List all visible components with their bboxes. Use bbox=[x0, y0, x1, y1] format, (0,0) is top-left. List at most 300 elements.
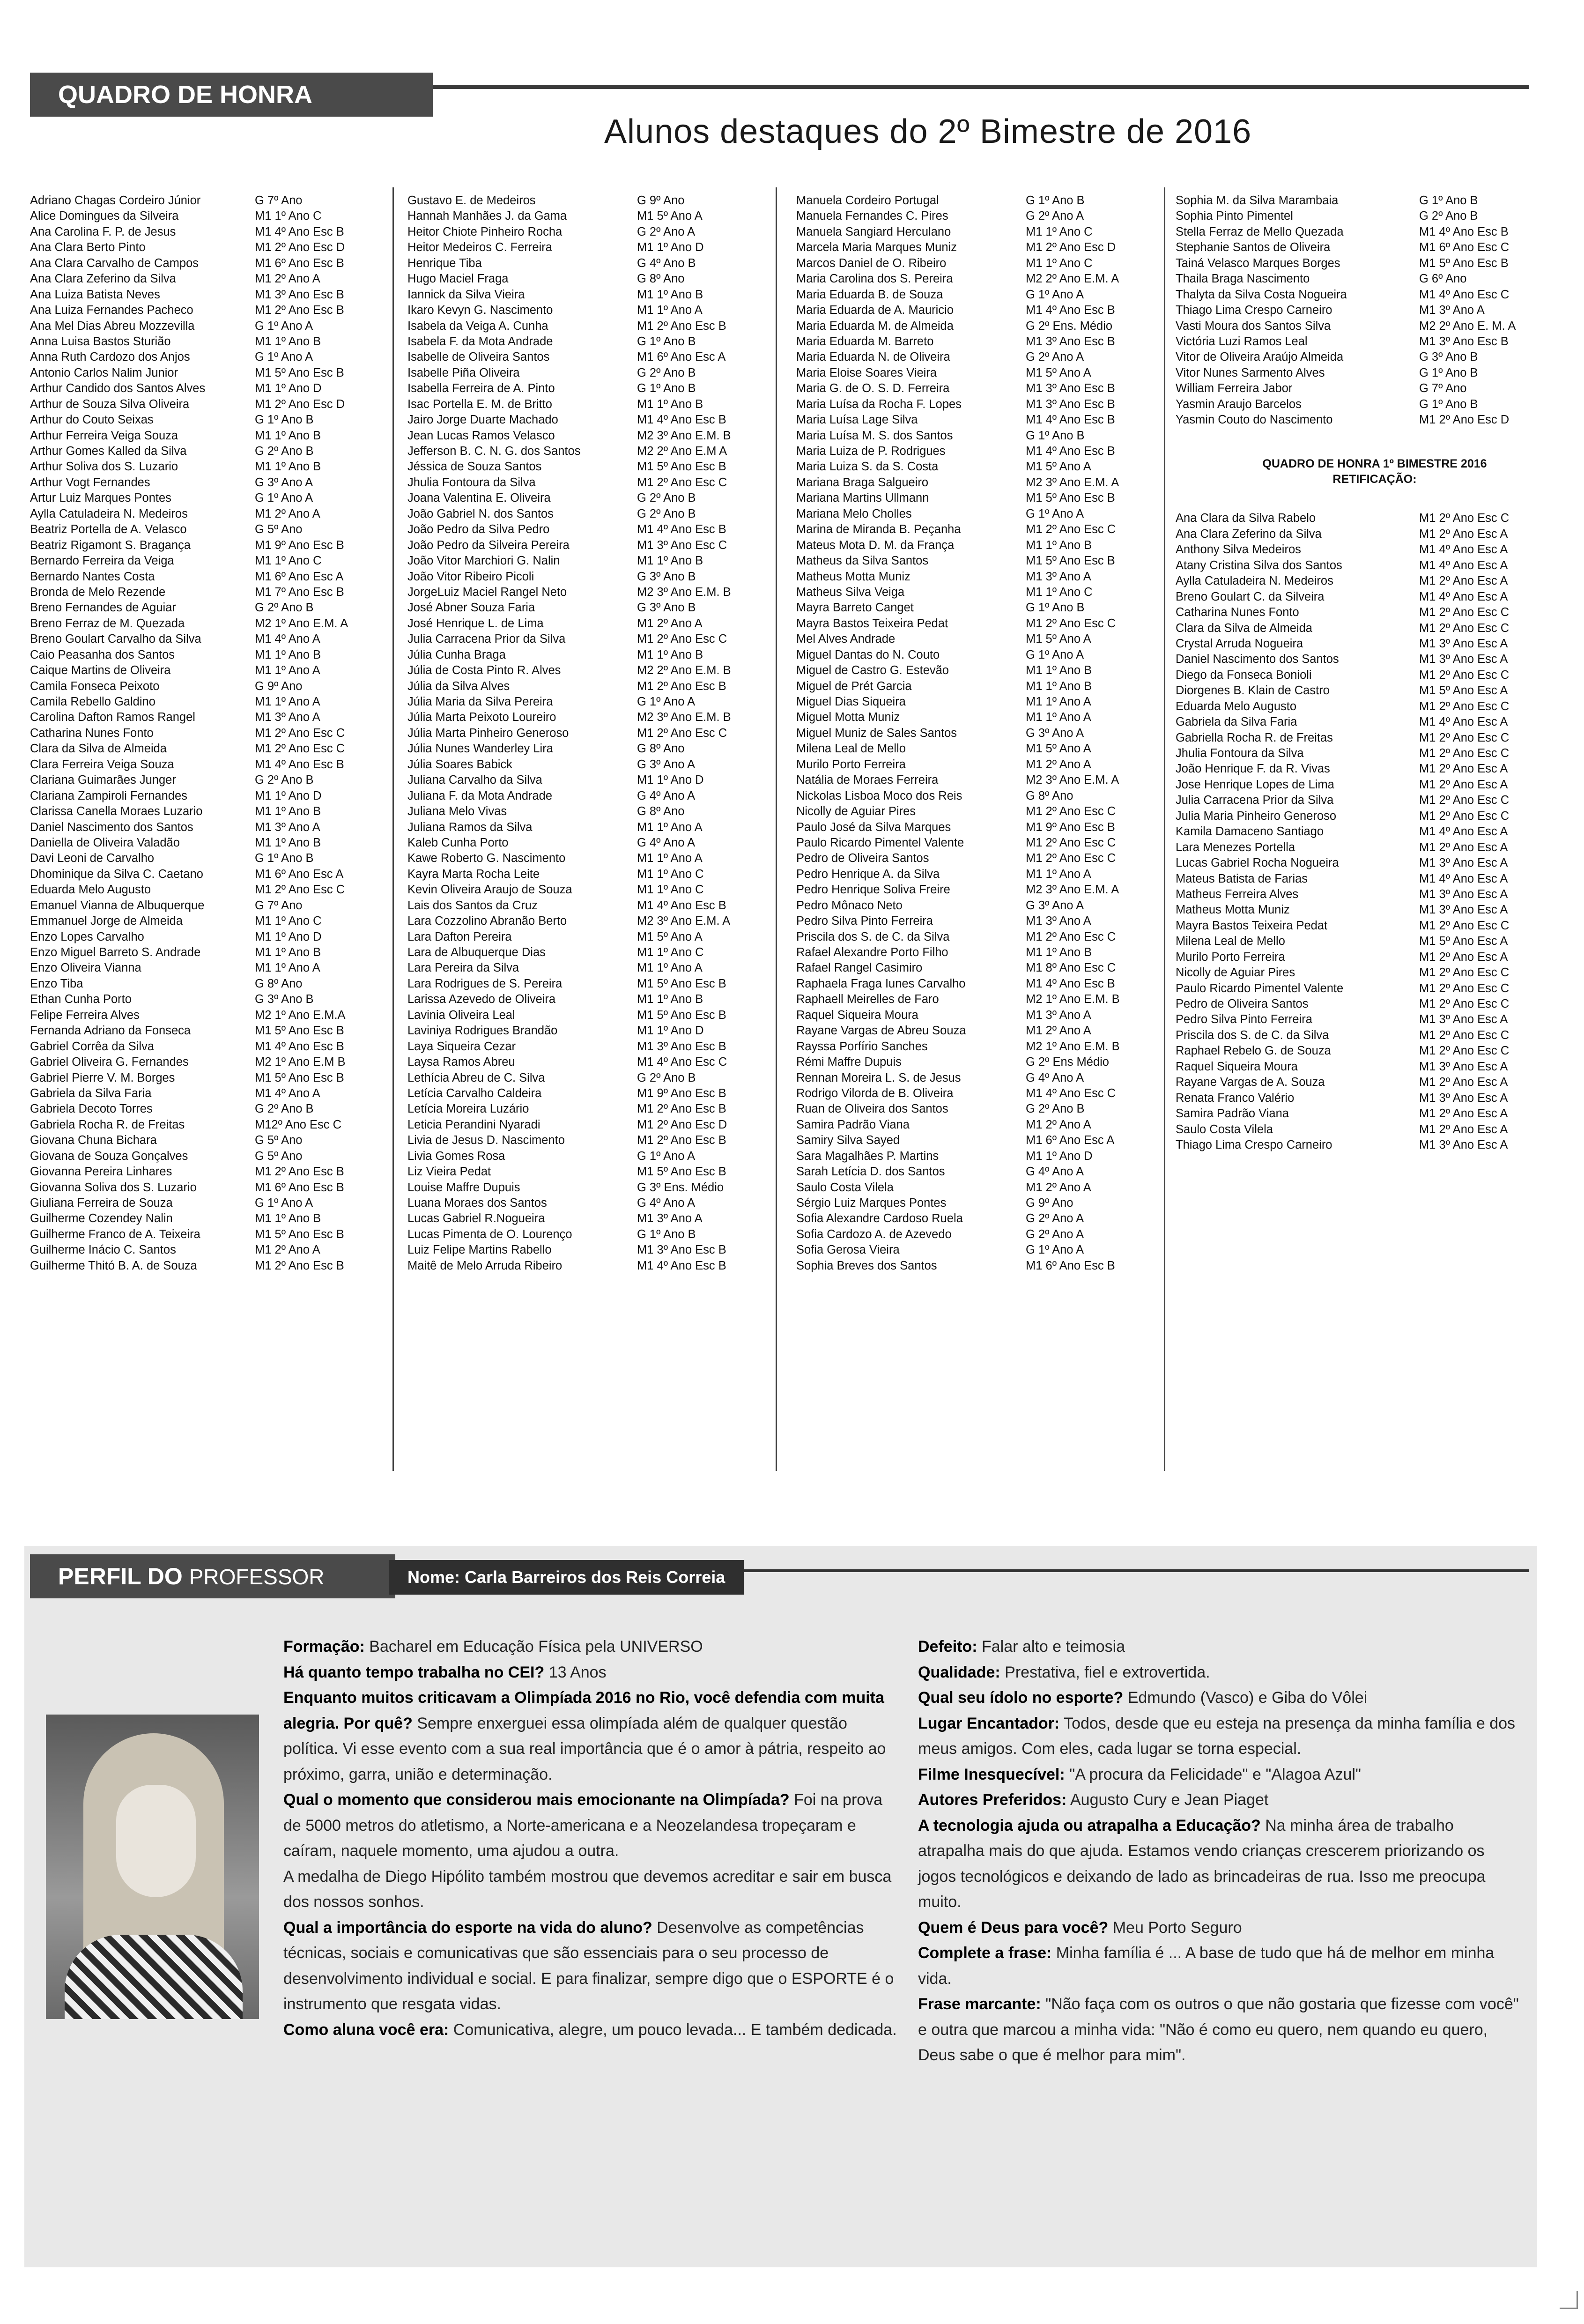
honor-row bbox=[30, 538, 386, 553]
honor-row bbox=[796, 553, 1157, 569]
student-name: Pedro Mônaco Neto bbox=[796, 898, 903, 912]
profile-right-column bbox=[918, 1634, 1522, 2068]
student-grade: G 1º Ano B bbox=[1419, 366, 1478, 379]
profile-left-column bbox=[283, 1634, 902, 2042]
student-grade: M1 2º Ano Esc C bbox=[1026, 852, 1116, 865]
honor-row bbox=[407, 976, 768, 992]
profile-question: Enquanto muitos criticavam a Olimpíada 2016 no Rio, você defendia com muita alegria. Por quê? bbox=[283, 1689, 884, 1732]
honor-row bbox=[1176, 981, 1546, 996]
student-grade: G 2º Ano B bbox=[255, 773, 314, 787]
student-name: Thiago Lima Crespo Carneiro bbox=[1176, 304, 1332, 317]
honor-row bbox=[1176, 621, 1546, 636]
honor-row bbox=[407, 256, 768, 271]
student-name: Ana Clara Zeferino da Silva bbox=[1176, 527, 1322, 541]
student-name: Pedro de Oliveira Santos bbox=[796, 852, 929, 865]
honor-row bbox=[407, 1227, 768, 1242]
student-name: Marina de Miranda B. Peçanha bbox=[796, 523, 961, 536]
honor-row bbox=[407, 1242, 768, 1258]
student-name: Pedro Silva Pinto Ferreira bbox=[1176, 1013, 1312, 1026]
student-name: Camila Rebello Galdino bbox=[30, 695, 155, 708]
honor-row bbox=[796, 663, 1157, 678]
honor-row bbox=[30, 898, 386, 913]
honor-row bbox=[796, 490, 1157, 506]
student-grade: G 3º Ano A bbox=[637, 757, 696, 771]
student-name: Sara Magalhães P. Martins bbox=[796, 1149, 939, 1163]
student-name: Breno Goulart Carvalho da Silva bbox=[30, 632, 201, 646]
honor-row bbox=[30, 616, 386, 631]
student-name: Gabriel Oliveira G. Fernandes bbox=[30, 1055, 189, 1069]
honor-row bbox=[407, 1149, 768, 1164]
student-name: Dhominique da Silva C. Caetano bbox=[30, 867, 203, 881]
student-name: Julia Maria Pinheiro Generoso bbox=[1176, 809, 1337, 823]
student-name: Gabriela Decoto Torres bbox=[30, 1102, 153, 1116]
student-grade: M1 2º Ano Esc B bbox=[255, 304, 344, 317]
student-grade: M2 1º Ano E.M. A bbox=[255, 616, 348, 630]
honor-row bbox=[407, 1039, 768, 1054]
student-grade: G 1º Ano A bbox=[255, 1196, 313, 1210]
student-name: Pedro Silva Pinto Ferreira bbox=[796, 914, 933, 928]
honor-row bbox=[407, 319, 768, 334]
student-grade: G 8º Ano bbox=[637, 805, 685, 818]
student-name: Priscila dos S. de C. da Silva bbox=[796, 930, 950, 943]
student-name: Hannah Manhães J. da Gama bbox=[407, 209, 567, 223]
honor-row bbox=[1176, 193, 1546, 208]
student-name: Emanuel Vianna de Albuquerque bbox=[30, 898, 205, 912]
honor-row bbox=[30, 365, 386, 381]
student-name: Thalyta da Silva Costa Nogueira bbox=[1176, 288, 1347, 301]
student-name: Daniel Nascimento dos Santos bbox=[30, 820, 193, 834]
profile-entry bbox=[918, 1660, 1522, 1685]
profile-title-bold: PERFIL DO bbox=[58, 1563, 183, 1589]
honor-row bbox=[1176, 271, 1546, 287]
student-grade: M1 4º Ano Esc B bbox=[1026, 977, 1115, 990]
honor-row bbox=[796, 319, 1157, 334]
student-name: Rafael Alexandre Porto Filho bbox=[796, 946, 948, 959]
student-name: Lais dos Santos da Cruz bbox=[407, 898, 538, 912]
student-name: Anthony Silva Medeiros bbox=[1176, 543, 1301, 557]
honor-row bbox=[30, 506, 386, 522]
student-grade: M1 2º Ano Esc C bbox=[1026, 836, 1116, 849]
honor-row bbox=[796, 867, 1157, 882]
student-grade: M1 1º Ano B bbox=[1026, 664, 1092, 677]
student-grade: G 3º Ano A bbox=[1026, 726, 1084, 740]
honor-row bbox=[796, 1008, 1157, 1023]
student-grade: M1 2º Ano Esc C bbox=[1419, 809, 1510, 823]
student-name: Thiago Lima Crespo Carneiro bbox=[1176, 1138, 1332, 1151]
student-grade: M2 3º Ano E.M. B bbox=[637, 711, 731, 724]
student-name: Livia de Jesus D. Nascimento bbox=[407, 1134, 565, 1147]
honor-row bbox=[407, 1023, 768, 1039]
honor-row bbox=[407, 1117, 768, 1133]
honor-row bbox=[30, 788, 386, 804]
student-grade: M1 5º Ano Esc A bbox=[1419, 684, 1508, 698]
student-name: Júlia Cunha Braga bbox=[407, 648, 506, 661]
student-grade: M1 2º Ano Esc A bbox=[1419, 527, 1508, 541]
honor-row bbox=[30, 412, 386, 428]
honor-row bbox=[1176, 761, 1546, 777]
honor-row bbox=[30, 1101, 386, 1117]
student-grade: M1 4º Ano Esc B bbox=[637, 413, 726, 427]
student-grade: G 7º Ano bbox=[255, 898, 303, 912]
student-grade: M1 2º Ano Esc C bbox=[1419, 747, 1510, 760]
student-grade: M1 2º Ano Esc C bbox=[637, 475, 727, 489]
student-name: Mariana Braga Salgueiro bbox=[796, 475, 929, 489]
honor-row bbox=[407, 1164, 768, 1180]
honor-row bbox=[407, 240, 768, 255]
student-grade: M1 3º Ano Esc A bbox=[1419, 653, 1508, 666]
student-name: Clarissa Canella Moraes Luzario bbox=[30, 805, 203, 818]
student-name: Jefferson B. C. N. G. dos Santos bbox=[407, 445, 581, 458]
honor-row bbox=[796, 1039, 1157, 1054]
student-name: Gabriela Rocha R. de Freitas bbox=[30, 1118, 185, 1131]
student-grade: M1 1º Ano C bbox=[255, 209, 322, 223]
honor-row bbox=[1176, 397, 1546, 412]
student-name: Joana Valentina E. Oliveira bbox=[407, 491, 551, 505]
student-grade: M1 2º Ano A bbox=[1026, 1024, 1091, 1038]
student-grade: M1 3º Ano Esc B bbox=[1419, 334, 1509, 348]
student-grade: G 2º Ano B bbox=[637, 507, 696, 520]
student-name: Clara Ferreira Veiga Souza bbox=[30, 757, 174, 771]
student-grade: M1 3º Ano A bbox=[1419, 304, 1485, 317]
honor-row bbox=[1176, 1059, 1546, 1075]
student-grade: M1 3º Ano A bbox=[1026, 914, 1091, 928]
student-name: Matheus da Silva Santos bbox=[796, 554, 929, 568]
student-grade: M1 7º Ano Esc B bbox=[255, 585, 344, 599]
student-name: Gabriella Rocha R. de Freitas bbox=[1176, 731, 1333, 744]
student-name: Guilherme Cozendey Nalin bbox=[30, 1212, 173, 1225]
student-name: Isabelle de Oliveira Santos bbox=[407, 350, 550, 364]
student-grade: M1 3º Ano Esc A bbox=[1419, 887, 1508, 901]
student-grade: M1 5º Ano Esc B bbox=[637, 977, 726, 990]
student-name: Manuela Fernandes C. Pires bbox=[796, 209, 948, 223]
student-name: Fernanda Adriano da Fonseca bbox=[30, 1024, 191, 1038]
student-grade: M2 1º Ano E.M B bbox=[255, 1055, 346, 1069]
profile-answer: A medalha de Diego Hipólito também mostrou que devemos acreditar e sair em busca dos nossos sonhos. bbox=[283, 1867, 892, 1911]
student-name: Kayra Marta Rocha Leite bbox=[407, 867, 540, 881]
section-banner bbox=[30, 73, 433, 117]
honor-row bbox=[30, 585, 386, 600]
honor-row bbox=[30, 992, 386, 1007]
student-name: Clariana Zampiroli Fernandes bbox=[30, 789, 187, 802]
student-name: Diorgenes B. Klain de Castro bbox=[1176, 684, 1330, 698]
student-name: João Vitor Marchiori G. Nalin bbox=[407, 554, 560, 568]
student-grade: M1 4º Ano Esc A bbox=[1419, 825, 1508, 839]
honor-row bbox=[30, 1117, 386, 1133]
honor-row bbox=[796, 1023, 1157, 1039]
honor-row bbox=[796, 741, 1157, 757]
honor-row bbox=[796, 428, 1157, 444]
honor-row bbox=[1176, 809, 1546, 824]
honor-row bbox=[407, 1086, 768, 1101]
student-grade: M1 5º Ano Esc B bbox=[255, 1071, 344, 1084]
student-grade: G 2º Ano B bbox=[637, 491, 696, 505]
student-name: Nicolly de Aguiar Pires bbox=[1176, 966, 1295, 980]
student-grade: M1 5º Ano Esc B bbox=[1026, 491, 1115, 505]
honor-row bbox=[1176, 683, 1546, 698]
student-grade: M1 1º Ano A bbox=[637, 961, 703, 975]
honor-row bbox=[796, 1195, 1157, 1211]
student-name: Larissa Azevedo de Oliveira bbox=[407, 993, 556, 1006]
student-grade: G 3º Ano A bbox=[255, 475, 313, 489]
profile-entry bbox=[283, 2017, 902, 2043]
student-name: Lucas Gabriel Rocha Nogueira bbox=[1176, 856, 1339, 870]
student-grade: M1 1º Ano A bbox=[255, 695, 320, 708]
student-name: Ana Clara Zeferino da Silva bbox=[30, 272, 176, 286]
honor-row bbox=[1176, 668, 1546, 683]
student-name: Milena Leal de Mello bbox=[1176, 935, 1285, 948]
student-grade: M1 2º Ano Esc A bbox=[1419, 574, 1508, 588]
honor-row bbox=[30, 256, 386, 271]
student-grade: M1 1º Ano A bbox=[1026, 711, 1091, 724]
honor-row bbox=[30, 1242, 386, 1258]
honor-row bbox=[1176, 1106, 1546, 1121]
page-subtitle: Alunos destaques do 2º Bimestre de 2016 bbox=[604, 113, 1252, 150]
student-name: Iannick da Silva Vieira bbox=[407, 288, 525, 301]
student-name: Jhulia Fontoura da Silva bbox=[1176, 747, 1304, 760]
honor-row bbox=[30, 1227, 386, 1242]
student-name: Kamila Damaceno Santiago bbox=[1176, 825, 1324, 839]
honor-row bbox=[30, 334, 386, 349]
honor-row bbox=[796, 1180, 1157, 1195]
student-name: Priscila dos S. de C. da Silva bbox=[1176, 1028, 1329, 1042]
student-grade: G 3º Ens. Médio bbox=[637, 1181, 724, 1194]
student-name: Maria Eduarda M. Barreto bbox=[796, 334, 934, 348]
student-grade: M1 9º Ano Esc B bbox=[1026, 820, 1115, 834]
student-name: Julia Carracena Prior da Silva bbox=[1176, 794, 1334, 807]
student-name: Natália de Moraes Ferreira bbox=[796, 773, 939, 787]
student-name: Arthur Ferreira Veiga Souza bbox=[30, 429, 178, 442]
student-name: Caique Martins de Oliveira bbox=[30, 664, 171, 677]
honor-row bbox=[1176, 934, 1546, 949]
honor-row bbox=[30, 569, 386, 585]
student-grade: M1 4º Ano Esc A bbox=[1419, 558, 1508, 572]
student-name: Stephanie Santos de Oliveira bbox=[1176, 241, 1331, 254]
student-grade: M1 4º Ano Esc B bbox=[1026, 445, 1115, 458]
profile-answer: Na minha área de trabalho atrapalha mais do que ajuda. Estamos vendo crianças crescerem priorizando os jogos tecnológicos e deixando de lado as brincadeiras de rua. Isso me preocupa muito. bbox=[918, 1816, 1486, 1911]
honor-row bbox=[30, 1008, 386, 1023]
honor-row bbox=[1176, 365, 1546, 381]
honor-row bbox=[407, 459, 768, 475]
student-grade: M1 2º Ano Esc A bbox=[1419, 1107, 1508, 1121]
student-name: Ana Clara da Silva Rabelo bbox=[1176, 512, 1316, 525]
student-name: Eduarda Melo Augusto bbox=[1176, 699, 1297, 713]
honor-row bbox=[407, 788, 768, 804]
student-grade: M1 1º Ano D bbox=[637, 773, 704, 787]
student-name: José Abner Souza Faria bbox=[407, 601, 535, 615]
student-grade: M1 4º Ano Esc A bbox=[1419, 543, 1508, 557]
student-name: Sophia M. da Silva Marambaia bbox=[1176, 194, 1339, 207]
student-name: Mayra Bastos Teixeira Pedat bbox=[1176, 919, 1328, 932]
honor-row bbox=[796, 898, 1157, 913]
honor-row bbox=[796, 1117, 1157, 1133]
student-grade: M1 3º Ano Esc B bbox=[637, 1039, 726, 1053]
student-name: Mateus Batista de Farias bbox=[1176, 872, 1308, 885]
student-name: Maria Carolina dos S. Pereira bbox=[796, 272, 953, 286]
student-grade: M1 1º Ano B bbox=[637, 554, 703, 568]
student-name: Ruan de Oliveira dos Santos bbox=[796, 1102, 948, 1116]
student-grade: M1 3º Ano Esc A bbox=[1419, 903, 1508, 917]
student-grade: M1 1º Ano A bbox=[637, 820, 703, 834]
profile-entry bbox=[283, 1660, 902, 1685]
student-grade: M1 1º Ano D bbox=[637, 1024, 704, 1038]
student-name: Lucas Pimenta de O. Lourenço bbox=[407, 1227, 572, 1241]
honor-row bbox=[796, 506, 1157, 522]
student-grade: M2 3º Ano E.M. B bbox=[637, 429, 731, 442]
profile-entry bbox=[918, 1787, 1522, 1813]
student-name: Sophia Pinto Pimentel bbox=[1176, 209, 1293, 223]
student-grade: M1 1º Ano B bbox=[637, 993, 703, 1006]
honor-row bbox=[1176, 558, 1546, 573]
honor-row bbox=[407, 772, 768, 788]
honor-row bbox=[1176, 824, 1546, 839]
profile-entry bbox=[283, 1787, 902, 1864]
honor-row bbox=[407, 412, 768, 428]
student-grade: M1 2º Ano Esc A bbox=[1419, 778, 1508, 791]
honor-row bbox=[407, 616, 768, 631]
honor-row bbox=[1176, 636, 1546, 652]
student-name: Mariana Martins Ullmann bbox=[796, 491, 929, 505]
student-grade: G 1º Ano B bbox=[1026, 194, 1085, 207]
student-name: Caio Peasanha dos Santos bbox=[30, 648, 175, 661]
student-grade: M1 1º Ano D bbox=[255, 930, 322, 943]
honor-row bbox=[796, 397, 1157, 412]
honor-row bbox=[796, 208, 1157, 224]
honor-row bbox=[796, 412, 1157, 428]
profile-question: Qualidade: bbox=[918, 1663, 1000, 1681]
student-grade: G 2º Ano A bbox=[1026, 209, 1084, 223]
profile-entry bbox=[918, 1915, 1522, 1941]
student-grade: G 1º Ano A bbox=[255, 491, 313, 505]
student-grade: M1 4º Ano A bbox=[255, 1086, 320, 1100]
student-name: Gustavo E. de Medeiros bbox=[407, 194, 536, 207]
honor-row bbox=[796, 569, 1157, 585]
honor-row bbox=[30, 459, 386, 475]
student-name: Diego da Fonseca Bonioli bbox=[1176, 668, 1312, 682]
student-grade: M1 1º Ano B bbox=[255, 836, 321, 849]
student-grade: M1 4º Ano Esc C bbox=[1419, 288, 1510, 301]
honor-column-1 bbox=[30, 193, 386, 1274]
student-grade: G 3º Ano B bbox=[255, 993, 314, 1006]
honor-column-4 bbox=[1176, 193, 1546, 1153]
student-name: Juliana F. da Mota Andrade bbox=[407, 789, 553, 802]
profile-answer: Bacharel em Educação Física pela UNIVERSO bbox=[364, 1638, 703, 1656]
honor-column-2 bbox=[407, 193, 768, 1274]
student-name: Letícia Moreira Luzário bbox=[407, 1102, 529, 1116]
profile-answer: Sempre enxerguei essa olimpíada além de qualquer questão política. Vi esse evento com a sua real importância que é o amor à pátria, respeito ao próximo, garra, união e determinação. bbox=[283, 1714, 886, 1783]
student-name: Maitê de Melo Arruda Ribeiro bbox=[407, 1259, 563, 1272]
profile-question: Autores Preferidos: bbox=[918, 1791, 1067, 1809]
student-grade: M1 2º Ano Esc B bbox=[637, 679, 726, 693]
student-name: Sofia Cardozo A. de Azevedo bbox=[796, 1227, 952, 1241]
student-name: Clara da Silva de Almeida bbox=[30, 742, 167, 756]
student-name: Isabella Ferreira de A. Pinto bbox=[407, 382, 555, 395]
student-name: Marcela Maria Marques Muniz bbox=[796, 241, 957, 254]
student-grade: M1 4º Ano Esc C bbox=[1026, 1086, 1116, 1100]
student-grade: M1 1º Ano B bbox=[637, 397, 703, 411]
honor-row bbox=[407, 835, 768, 851]
student-name: Murilo Porto Ferreira bbox=[1176, 950, 1285, 964]
honor-row bbox=[796, 193, 1157, 208]
profile-entry bbox=[918, 1991, 1522, 2068]
honor-row bbox=[30, 913, 386, 929]
honor-row bbox=[796, 1242, 1157, 1258]
student-name: Samira Padrão Viana bbox=[1176, 1107, 1289, 1121]
honor-row bbox=[1176, 412, 1546, 428]
student-name: Renata Franco Valério bbox=[1176, 1091, 1295, 1105]
student-name: Breno Fernandes de Aguiar bbox=[30, 601, 176, 615]
student-name: Giuliana Ferreira de Souza bbox=[30, 1196, 173, 1210]
honor-row bbox=[407, 475, 768, 490]
honor-row bbox=[407, 506, 768, 522]
honor-row bbox=[407, 381, 768, 396]
student-grade: M1 1º Ano C bbox=[255, 554, 322, 568]
honor-row bbox=[30, 600, 386, 616]
honor-row bbox=[30, 428, 386, 444]
student-name: Liz Vieira Pedat bbox=[407, 1165, 491, 1179]
honor-row bbox=[796, 772, 1157, 788]
profile-banner bbox=[30, 1554, 395, 1598]
student-grade: G 1º Ano A bbox=[637, 1149, 696, 1163]
student-grade: M1 2º Ano A bbox=[1026, 1118, 1091, 1131]
student-grade: M1 2º Ano Esc B bbox=[255, 1259, 344, 1272]
student-name: Nickolas Lisboa Moco dos Reis bbox=[796, 789, 962, 802]
student-name: Letícia Carvalho Caldeira bbox=[407, 1086, 542, 1100]
student-grade: M1 8º Ano Esc C bbox=[1026, 961, 1116, 975]
student-grade: M1 6º Ano Esc B bbox=[255, 1181, 344, 1194]
student-name: Lucas Gabriel R.Nogueira bbox=[407, 1212, 545, 1225]
student-name: Isac Portella E. M. de Britto bbox=[407, 397, 552, 411]
honor-row bbox=[30, 867, 386, 882]
student-grade: M2 3º Ano E.M. A bbox=[1026, 475, 1119, 489]
student-grade: M1 1º Ano A bbox=[255, 961, 320, 975]
student-name: Matheus Ferreira Alves bbox=[1176, 887, 1299, 901]
honor-row bbox=[1176, 1137, 1546, 1153]
student-grade: G 1º Ano B bbox=[1419, 194, 1478, 207]
student-name: Pedro Henrique Soliva Freire bbox=[796, 883, 950, 897]
honor-row bbox=[407, 287, 768, 303]
student-name: Livia Gomes Rosa bbox=[407, 1149, 505, 1163]
student-grade: G 4º Ano A bbox=[1026, 1071, 1084, 1084]
student-grade: M1 2º Ano Esc B bbox=[637, 1102, 726, 1116]
honor-row bbox=[407, 929, 768, 945]
student-name: Breno Ferraz de M. Quezada bbox=[30, 616, 185, 630]
honor-row bbox=[407, 631, 768, 647]
honor-row bbox=[407, 365, 768, 381]
student-grade: M1 4º Ano Esc B bbox=[637, 523, 726, 536]
student-grade: M1 5º Ano A bbox=[1026, 632, 1091, 646]
student-grade: M1 1º Ano B bbox=[1026, 946, 1092, 959]
profile-answer: Comunicativa, alegre, um pouco levada... E também dedicada. bbox=[449, 2020, 897, 2039]
student-grade: G 3º Ano B bbox=[1419, 350, 1478, 364]
profile-entry bbox=[918, 1940, 1522, 1991]
student-name: Mel Alves Andrade bbox=[796, 632, 896, 646]
student-name: Miguel Dias Siqueira bbox=[796, 695, 906, 708]
student-name: Daniella de Oliveira Valadão bbox=[30, 836, 180, 849]
honor-row bbox=[30, 710, 386, 725]
student-grade: M1 2º Ano Esc D bbox=[255, 397, 345, 411]
student-name: Maria Eduarda M. de Almeida bbox=[796, 319, 954, 333]
honor-row bbox=[796, 913, 1157, 929]
profile-question: Há quanto tempo trabalha no CEI? bbox=[283, 1663, 545, 1681]
honor-row bbox=[30, 475, 386, 490]
student-grade: G 8º Ano bbox=[255, 977, 303, 990]
honor-row bbox=[407, 913, 768, 929]
honor-row bbox=[1176, 527, 1546, 542]
student-grade: M1 2º Ano Esc B bbox=[255, 1165, 344, 1179]
student-grade: M1 4º Ano Esc B bbox=[1419, 225, 1509, 238]
honor-row bbox=[796, 710, 1157, 725]
honor-row bbox=[407, 804, 768, 819]
